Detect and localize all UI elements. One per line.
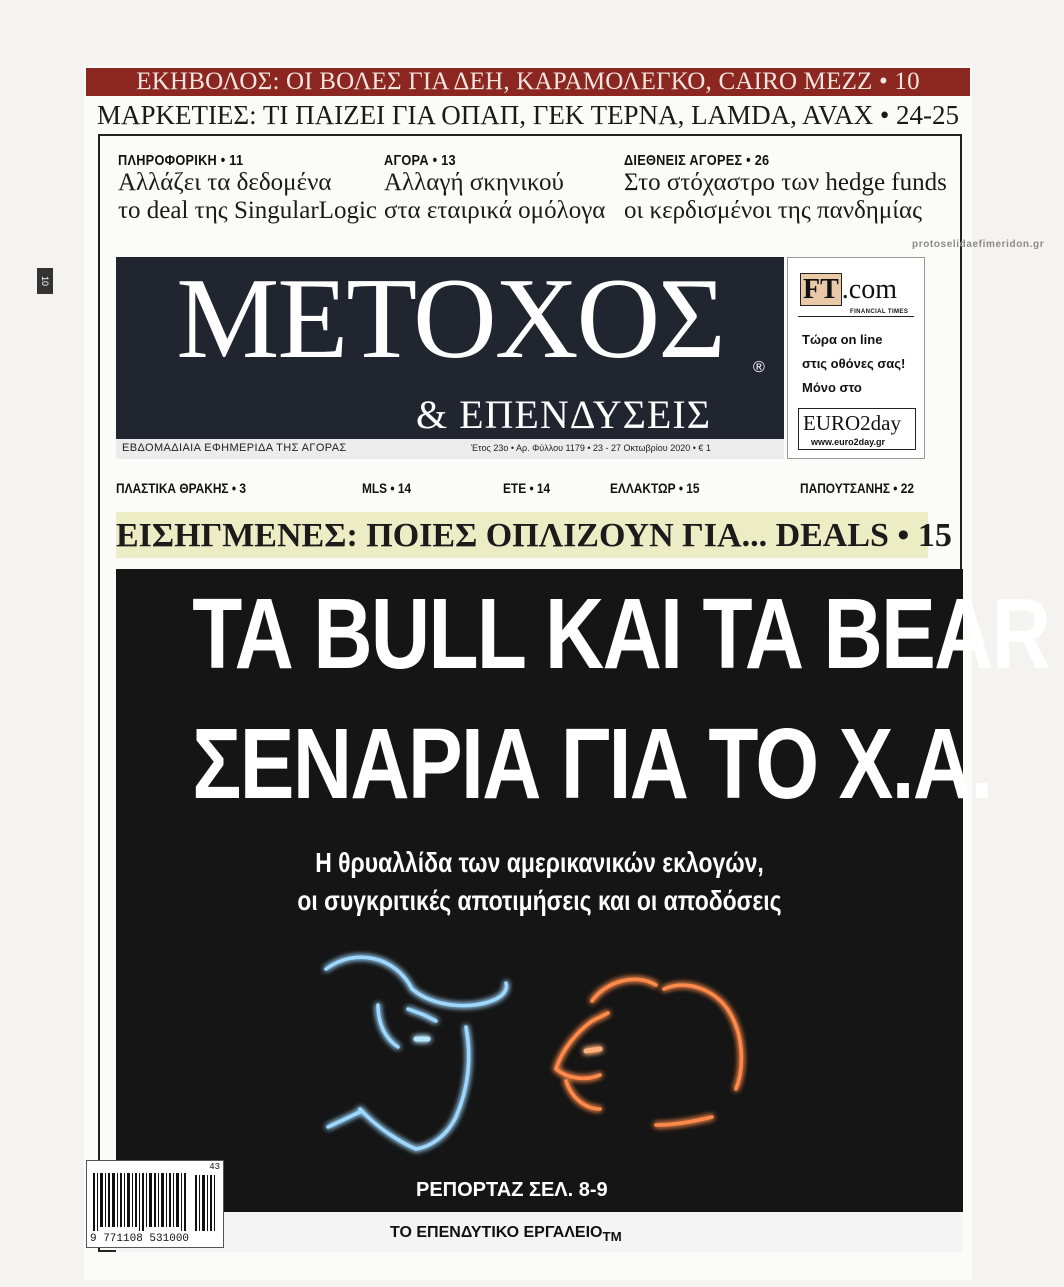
- index-item: ΠΛΑΣΤΙΚΑ ΘΡΑΚΗΣ • 3: [116, 480, 246, 496]
- teaser-line: Αλλάζει τα δεδομένα: [118, 169, 332, 196]
- ft-promo-line: Μόνο στο: [802, 380, 862, 395]
- barcode-number: 9 771108 531000: [90, 1233, 190, 1245]
- teaser-market: [384, 152, 605, 225]
- watermark: protoselidaefimeridon.gr: [912, 239, 1045, 250]
- top-banner: ΕΚΗΒΟΛΟΣ: ΟΙ ΒΟΛΕΣ ΓΙΑ ΔΕΗ, ΚΑΡΑΜΟΛΕΓΚΟ, CAIRO MEZZ • 10: [86, 68, 970, 96]
- teaser-kicker: ΔΙΕΘΝΕΙΣ ΑΓΟΡΕΣ • 26: [624, 152, 770, 169]
- index-item: ΠΑΠΟΥΤΣΑΝΗΣ • 22: [800, 480, 914, 496]
- masthead-strip: [116, 439, 784, 459]
- ft-logo: [800, 274, 897, 306]
- bottom-bar: [116, 1212, 963, 1252]
- subheadline-line-1: Η θρυαλλίδα των αμερικανικών εκλογών,: [315, 847, 764, 878]
- trademark: TM: [602, 1229, 622, 1245]
- registered-mark: ®: [753, 359, 765, 376]
- ft-promo-line: Τώρα on line: [802, 332, 883, 347]
- issue-info: Έτος 23ο • Αρ. Φύλλου 1179 • 23 - 27 Οκτωβρίου 2020 • € 1: [471, 443, 711, 453]
- yellow-banner: ΕΙΣΗΓΜΕΝΕΣ: ΠΟΙΕΣ ΟΠΛΙΖΟΥΝ ΓΙΑ... DEALS • 15: [116, 512, 928, 558]
- masthead-subtitle: & ΕΠΕΝΔΥΣΕΙΣ: [416, 392, 711, 437]
- teaser-kicker: ΑΓΟΡΑ • 13: [384, 152, 456, 169]
- report-pages: ΡΕΠΟΡΤΑΖ ΣΕΛ. 8-9: [416, 1179, 608, 1201]
- euro2day-logo-box: [798, 408, 916, 450]
- teaser-line: Αλλαγή σκηνικού: [384, 169, 564, 196]
- side-page-tag: 10: [37, 268, 53, 294]
- ft-promo-line: στις οθόνες σας!: [802, 356, 906, 371]
- lead-story: [116, 569, 1050, 1252]
- masthead-title: ΜΕΤΟΧΟΣ: [176, 255, 724, 383]
- barcode: [86, 1160, 224, 1248]
- neon-bull-icon: [326, 957, 507, 1149]
- teaser-line: στα εταιρικά ομόλογα: [384, 197, 606, 224]
- headline-line-1: ΤΑ BULL ΚΑΙ ΤΑ BEAR: [192, 578, 1050, 690]
- index-item: MLS • 14: [362, 480, 412, 496]
- ft-small-caption: FINANCIAL TIMES: [850, 309, 909, 315]
- neon-bear-icon: [556, 979, 741, 1125]
- euro2day-logo: EURO2day: [803, 411, 901, 435]
- teaser-line: οι κερδισμένοι της πανδημίας: [624, 197, 922, 224]
- index-item: ΕΤΕ • 14: [503, 480, 551, 496]
- euro2day-url: www.euro2day.gr: [811, 437, 886, 447]
- teaser-line: το deal της SingularLogic: [118, 197, 377, 224]
- masthead-tagline: ΕΒΔΟΜΑΔΙΑΙΑ ΕΦΗΜΕΡΙΔΑ ΤΗΣ ΑΓΟΡΑΣ: [122, 442, 347, 454]
- masthead: [116, 257, 784, 459]
- teaser-international: [624, 152, 947, 225]
- headline-line-2: ΣΕΝΑΡΙΑ ΓΙΑ ΤΟ Χ.Α.: [192, 708, 992, 820]
- barcode-addon: 43: [209, 1162, 220, 1172]
- ft-badge: FT: [800, 273, 842, 306]
- barcode-bars: [91, 1163, 219, 1233]
- bottom-tagline-text: ΤΟ ΕΠΕΝΔΥΤΙΚΟ ΕΡΓΑΛΕΙΟ: [390, 1224, 603, 1241]
- index-item: ΕΛΛΑΚΤΩΡ • 15: [610, 480, 700, 496]
- ft-promo-box: [787, 257, 925, 459]
- teaser-kicker: ΠΛΗΡΟΦΟΡΙΚΗ • 11: [118, 152, 244, 169]
- bottom-tagline: [390, 1224, 622, 1244]
- ft-domain: .com: [841, 274, 897, 305]
- neon-bull-bear-illustration: [116, 569, 1050, 1252]
- section-index: [116, 480, 924, 500]
- teaser-informatics: [118, 152, 377, 225]
- divider: [798, 316, 914, 317]
- second-banner: ΜΑΡΚΕΤΙΕΣ: ΤΙ ΠΑΙΖΕΙ ΓΙΑ ΟΠΑΠ, ΓΕΚ ΤΕΡΝΑ, LAMDA, AVAX • 24-25: [96, 100, 960, 130]
- teaser-line: Στο στόχαστρο των hedge funds: [624, 169, 947, 196]
- subheadline-line-2: οι συγκριτικές αποτιμήσεις και οι αποδόσεις: [297, 885, 782, 916]
